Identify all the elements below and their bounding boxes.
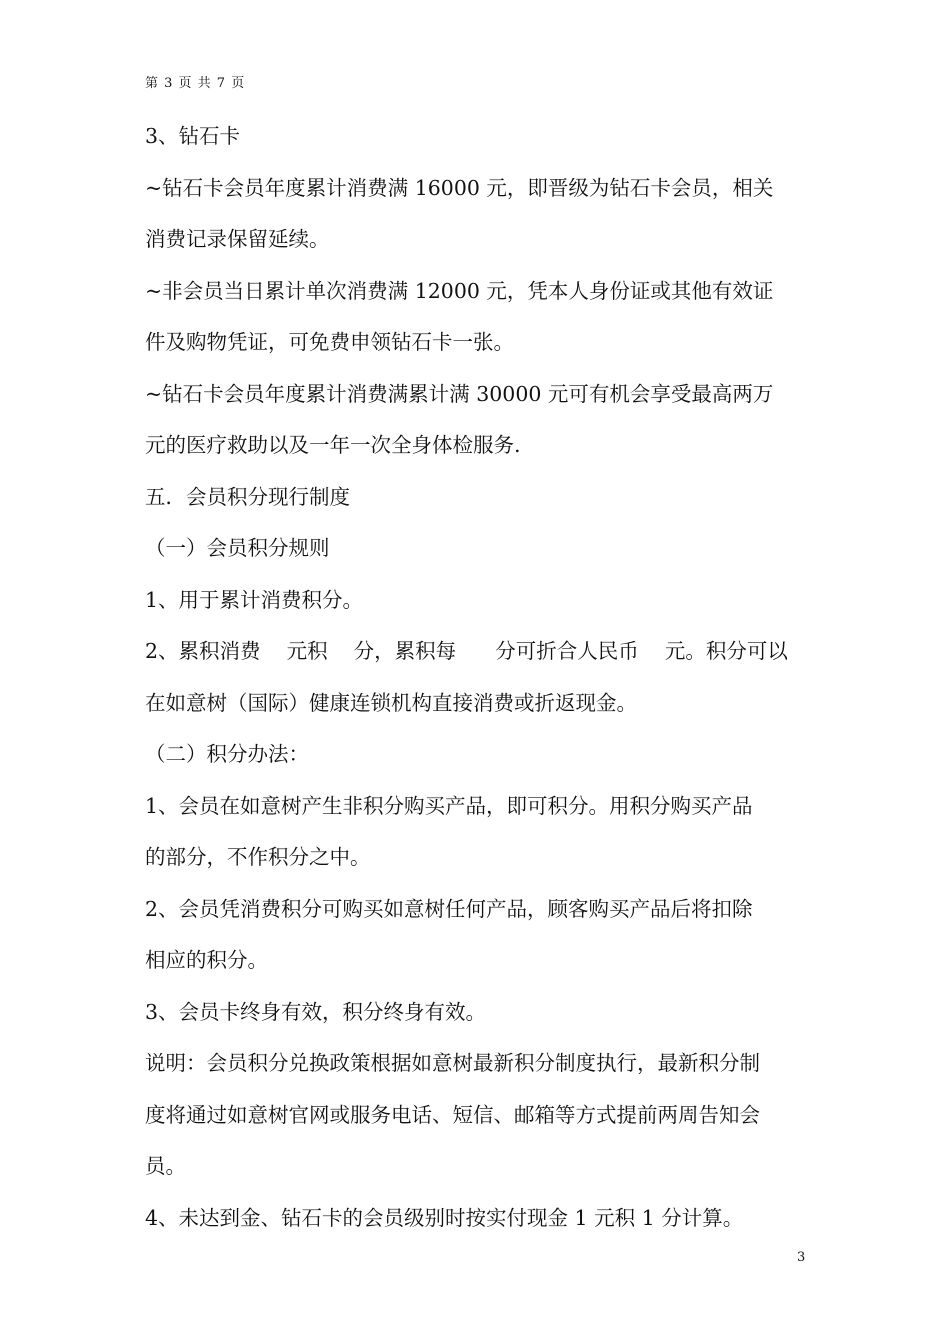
paragraph-line: 2、会员凭消费积分可购买如意树任何产品，顾客购买产品后将扣除 <box>145 896 753 921</box>
section-heading: 五．会员积分现行制度 <box>145 484 350 509</box>
page-number: 3 <box>797 1250 806 1265</box>
paragraph-line: 相应的积分。 <box>145 948 268 972</box>
paragraph-line: 消费记录保留延续。 <box>145 227 330 251</box>
paragraph-line: 度将通过如意树官网或服务电话、短信、邮箱等方式提前两周告知会 <box>145 1102 760 1127</box>
subsection-heading: （一）会员积分规则 <box>145 536 330 560</box>
paragraph-line: 1、用于累计消费积分。 <box>145 587 364 612</box>
paragraph-line: ~钻石卡会员年度累计消费满 16000 元，即晋级为钻石卡会员，相关 <box>145 175 774 200</box>
paragraph-line: 4、未达到金、钻石卡的会员级别时按实付现金 1 元积 1 分计算。 <box>145 1205 744 1230</box>
paragraph-line: 员。 <box>145 1154 186 1178</box>
page-header: 第 3 页 共 7 页 <box>145 76 246 91</box>
paragraph-line: 元的医疗救助以及一年一次全身体检服务. <box>145 433 521 457</box>
paragraph-line: ~非会员当日累计单次消费满 12000 元，凭本人身份证或其他有效证 <box>145 278 774 303</box>
paragraph-line: 1、会员在如意树产生非积分购买产品，即可积分。用积分购买产品 <box>145 793 753 818</box>
paragraph-line: 2、累积消费 元积 分，累积每 分可折合人民币 元。积分可以 <box>145 639 788 663</box>
paragraph-line: ~钻石卡会员年度累计消费满累计满 30000 元可有机会享受最高两万 <box>145 381 774 406</box>
heading-diamond-card: 3、钻石卡 <box>145 124 241 148</box>
document-body <box>145 118 810 1251</box>
subsection-heading: （二）积分办法： <box>145 742 309 766</box>
paragraph-line: 3、会员卡终身有效，积分终身有效。 <box>145 999 487 1024</box>
paragraph-line: 的部分，不作积分之中。 <box>145 845 371 869</box>
paragraph-line: 在如意树（国际）健康连锁机构直接消费或折返现金。 <box>145 690 637 715</box>
paragraph-line: 件及购物凭证，可免费申领钻石卡一张。 <box>145 330 514 354</box>
paragraph-line: 说明：会员积分兑换政策根据如意树最新积分制度执行，最新积分制 <box>145 1051 760 1075</box>
